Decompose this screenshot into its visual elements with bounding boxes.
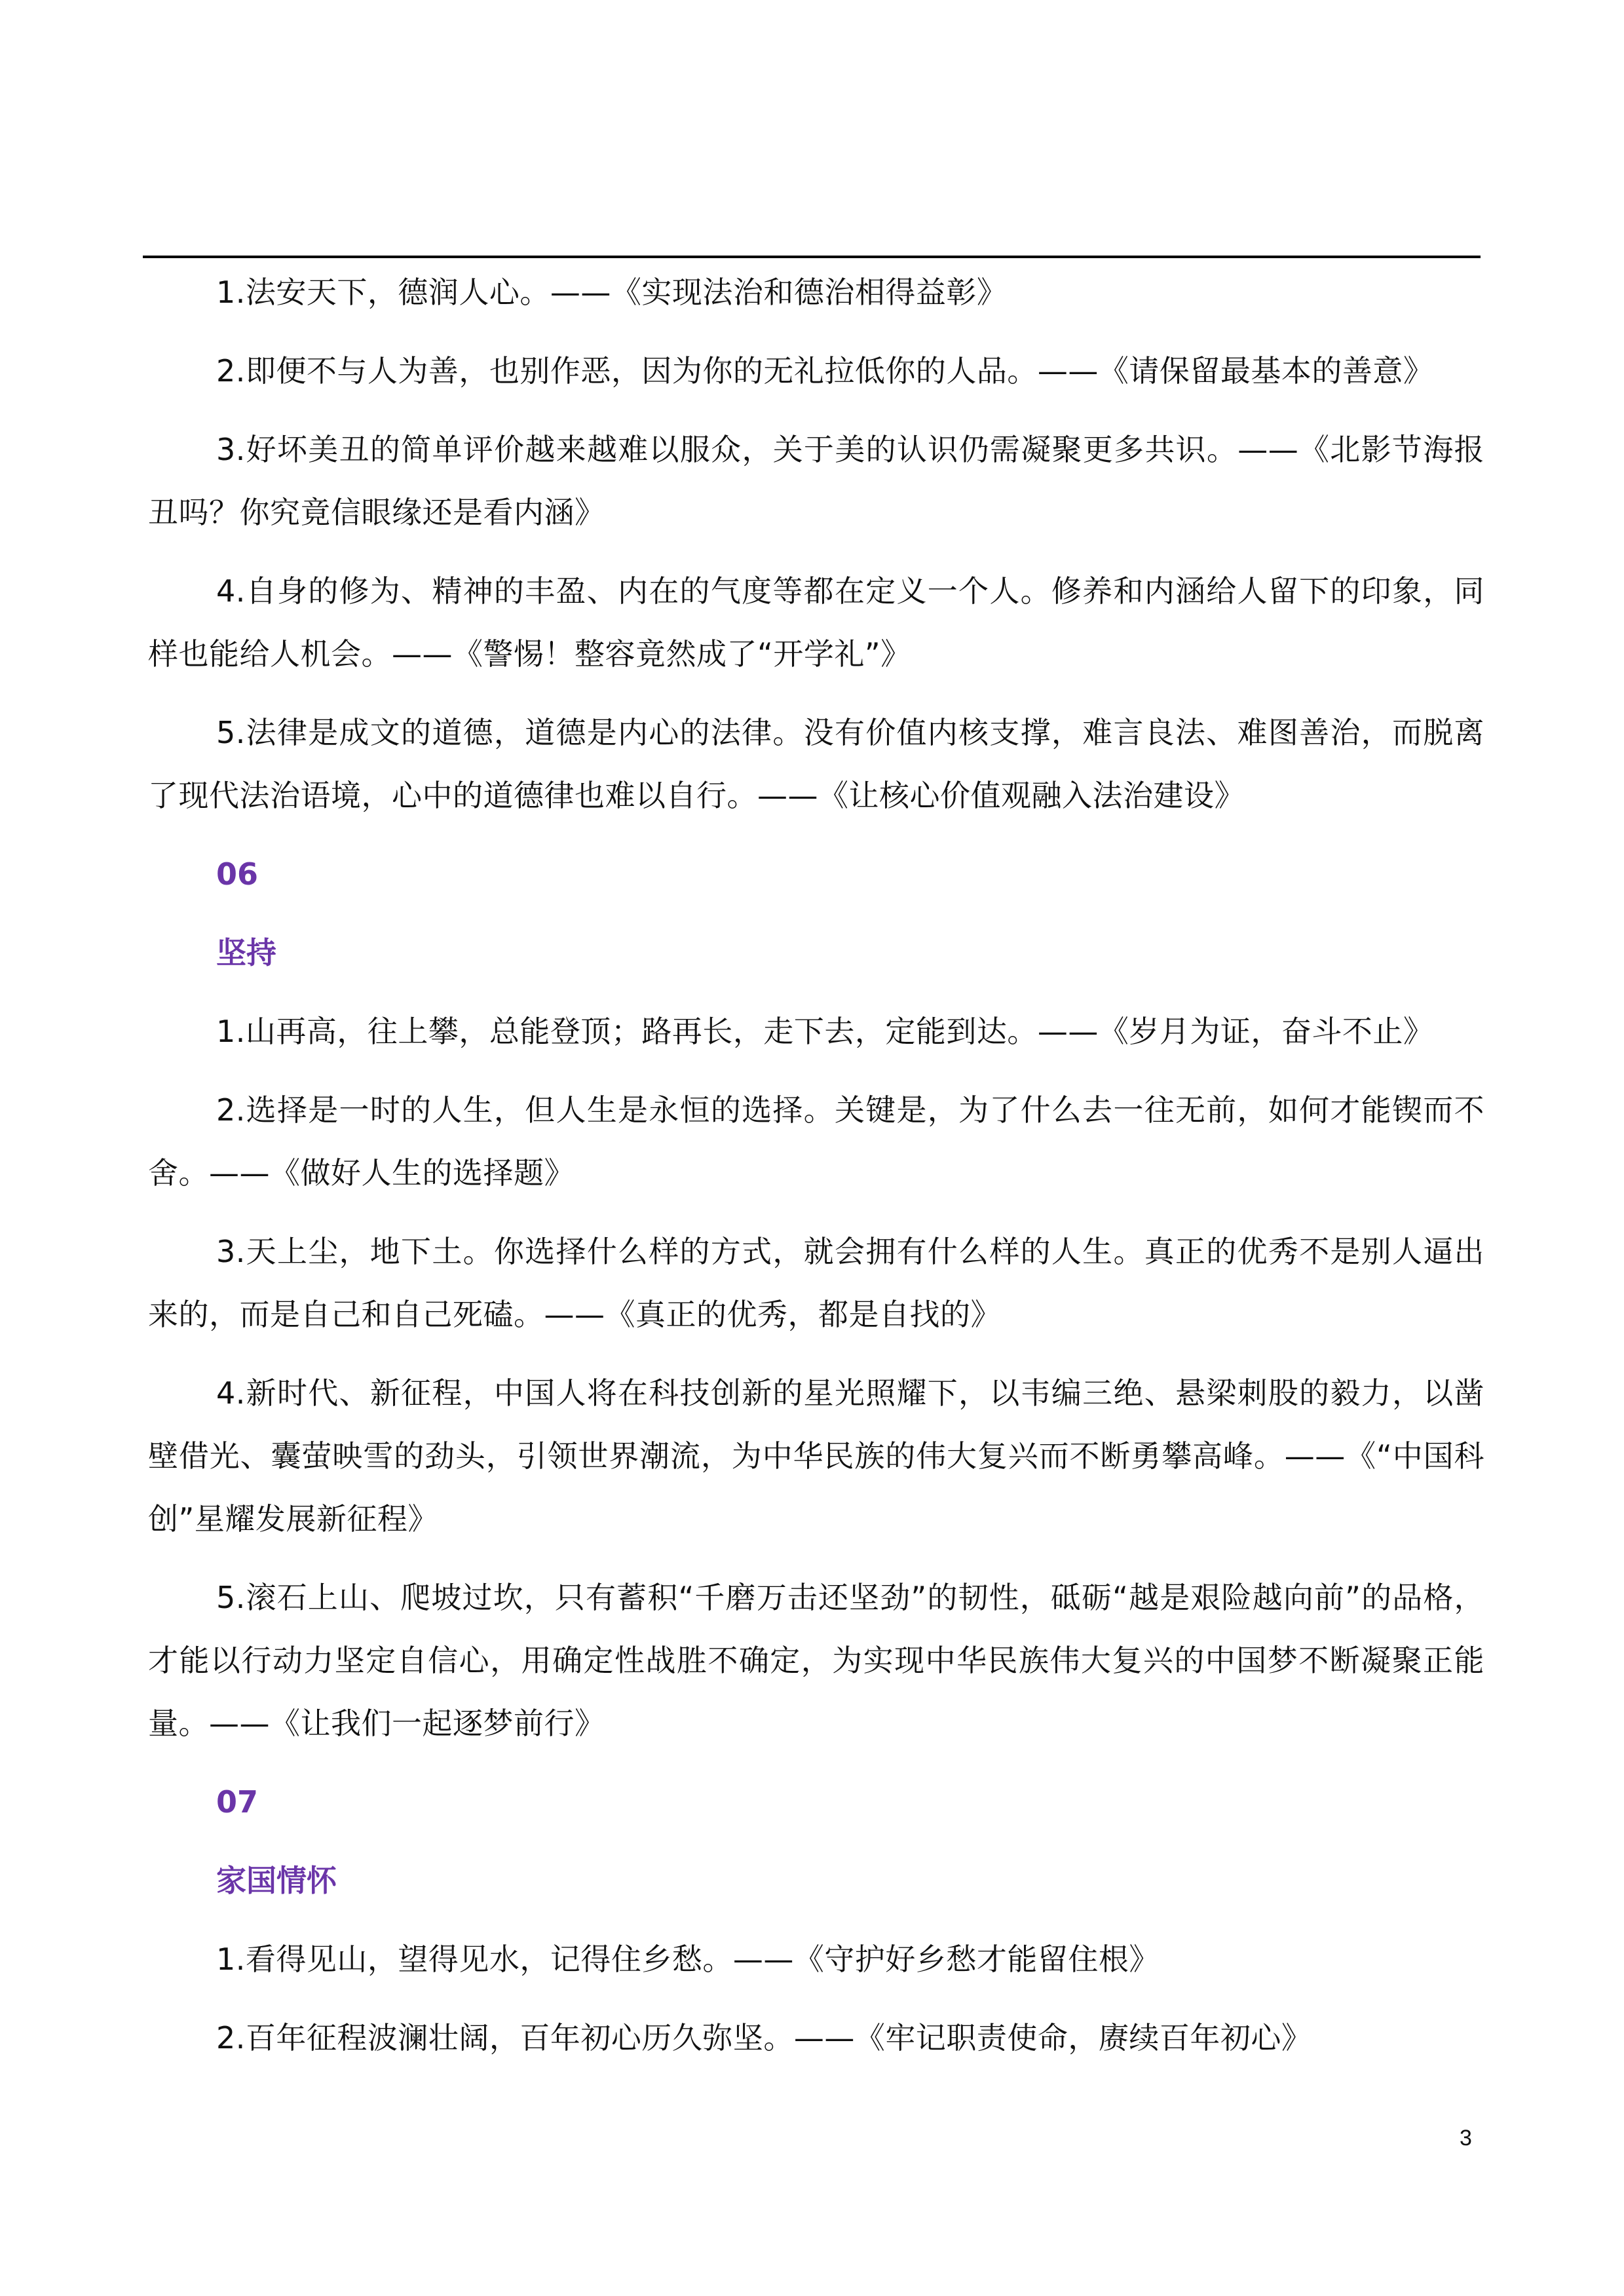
quote-paragraph: 1.看得见山，望得见水，记得住乡愁。——《守护好乡愁才能留住根》: [216, 1942, 1160, 1977]
quote-paragraph: 2.即便不与人为善，也别作恶，因为你的无礼拉低你的人品。——《请保留最基本的善意》: [216, 353, 1434, 389]
quote-paragraph: 4.新时代、新征程，中国人将在科技创新的星光照耀下，以韦编三绝、悬梁刺股的毅力，以凿壁借光、囊萤映雪的劲头，引领世界潮流，为中华民族的伟大复兴而不断勇攀高峰。——《“中国科创”星耀发展新征程》: [148, 1375, 1484, 1537]
document-body: [148, 261, 1484, 2085]
header-rule: [143, 256, 1481, 258]
section-title: 坚持: [216, 935, 276, 970]
quote-paragraph: 4.自身的修为、精神的丰盈、内在的气度等都在定义一个人。修养和内涵给人留下的印象，同样也能给人机会。——《警惕！整容竟然成了“开学礼”》: [148, 573, 1484, 672]
quote-paragraph: 3.天上尘，地下土。你选择什么样的方式，就会拥有什么样的人生。真正的优秀不是别人逼出来的，而是自己和自己死磕。——《真正的优秀，都是自找的》: [148, 1234, 1484, 1332]
section-number: 06: [216, 856, 259, 892]
quote-paragraph: 1.法安天下，德润人心。——《实现法治和德治相得益彰》: [216, 275, 1008, 310]
quote-paragraph: 2.选择是一时的人生，但人生是永恒的选择。关键是，为了什么去一往无前，如何才能锲而不舍。——《做好人生的选择题》: [148, 1092, 1484, 1191]
section-title: 家国情怀: [216, 1863, 337, 1898]
quote-paragraph: 3.好坏美丑的简单评价越来越难以服众，关于美的认识仍需凝聚更多共识。——《北影节海报丑吗？你究竟信眼缘还是看内涵》: [148, 432, 1484, 530]
quote-paragraph: 5.法律是成文的道德，道德是内心的法律。没有价值内核支撑，难言良法、难图善治，而脱离了现代法治语境，心中的道德律也难以自行。——《让核心价值观融入法治建设》: [148, 715, 1484, 813]
quote-paragraph: 2.百年征程波澜壮阔，百年初心历久弥坚。——《牢记职责使命，赓续百年初心》: [216, 2020, 1312, 2056]
quote-paragraph: 1.山再高，往上攀，总能登顶；路再长，走下去，定能到达。——《岁月为证，奋斗不止》: [216, 1014, 1434, 1049]
section-number: 07: [216, 1784, 259, 1820]
quote-paragraph: 5.滚石上山、爬坡过坎，只有蓄积“千磨万击还坚劲”的韧性，砥砺“越是艰险越向前”的品格，才能以行动力坚定自信心，用确定性战胜不确定，为实现中华民族伟大复兴的中国梦不断凝聚正能量。——《让我们一起逐梦前行》: [148, 1580, 1484, 1741]
page-number: 3: [1460, 2126, 1472, 2151]
